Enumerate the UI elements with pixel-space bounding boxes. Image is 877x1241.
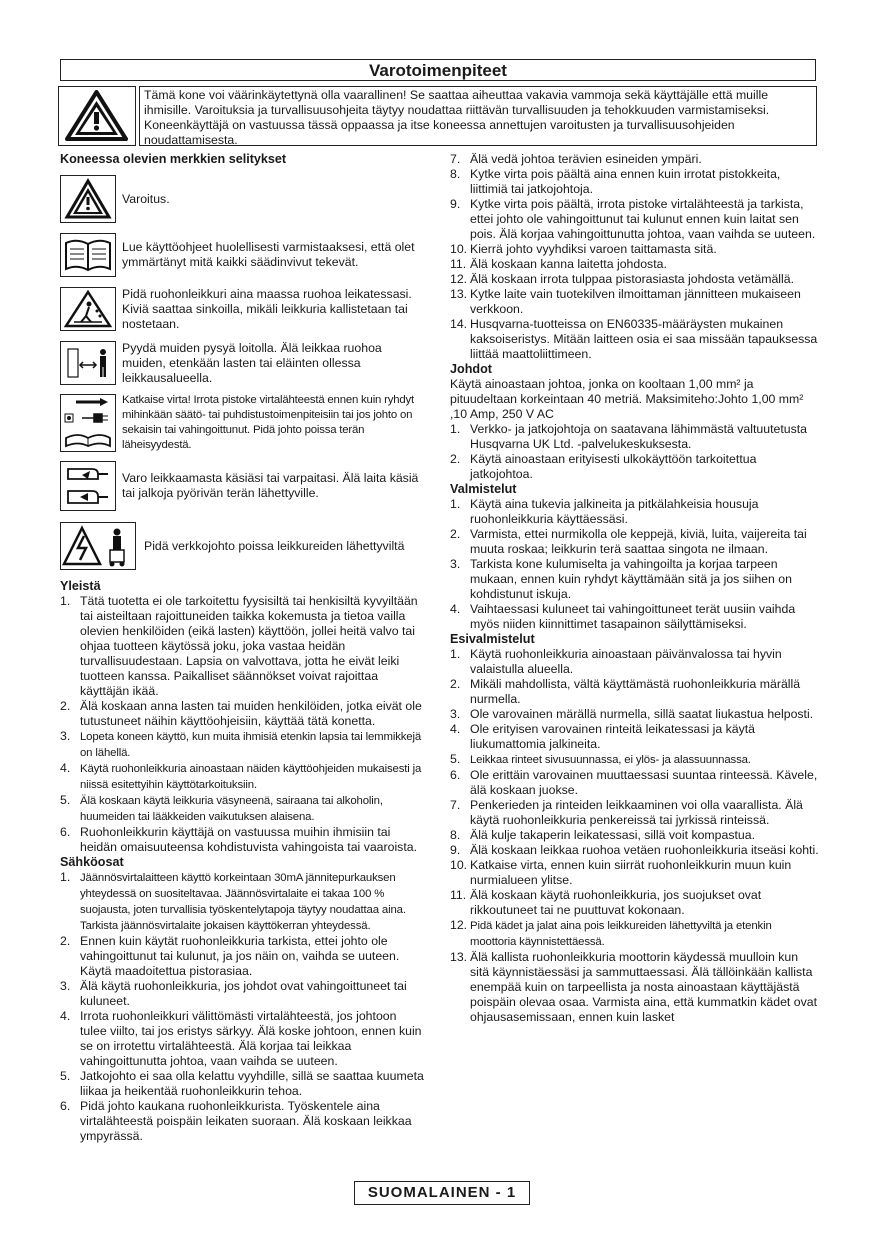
list-item: 7. Älä vedä johtoa terävien esineiden ympäri.: [450, 152, 702, 166]
pre-list: [450, 647, 820, 1025]
list-item: 10. Katkaise virta, ennen kuin siirrät ruohonleikkurin muun kuin nurmialueen ylitse.: [450, 858, 792, 887]
symbol-row: [60, 285, 425, 333]
list-item: 11. Älä koskaan käytä ruohonleikkuria, jos suojukset ovat rikkoutuneet tai ne puuttuvat kokonaan.: [450, 888, 762, 917]
list-item: 9. Kytke virta pois päältä, irrota pistoke virtalähteestä ja tarkista, ettei johto ole vahingoittunut tai kulunut ennen kuin laitat sen pois. Älä korjaa vahingoittunutta johtoa, vaan vaihda se uuteen.: [450, 197, 816, 241]
list-item: 6. Ole erittäin varovainen muuttaessasi suuntaa rinteessä. Kävele, älä koskaan juokse.: [450, 768, 818, 797]
list-item: 11. Älä koskaan kanna laitetta johdosta.: [450, 257, 667, 271]
list-item: 2. Käytä ainoastaan erityisesti ulkokäyttöön tarkoitettua jatkojohtoa.: [450, 452, 757, 481]
list-item: 10. Kierrä johto vyyhdiksi varoen taittamasta sitä.: [450, 242, 717, 256]
cords-heading: Johdot: [450, 362, 492, 376]
electrical-list: [60, 870, 425, 1144]
left-column: [60, 152, 425, 1144]
pre-heading: Esivalmistelut: [450, 632, 535, 646]
prep-list: [450, 497, 820, 632]
list-item: 5. Leikkaa rinteet sivusuunnassa, ei ylös- ja alassuunnassa.: [450, 752, 751, 766]
list-item: 4. Irrota ruohonleikkuri välittömästi virtalähteestä, jos johtoon tulee viilto, tai jos eristys särkyy. Älä koske johtoon, ennen kuin se on irrotettu virtalähteestä. Älä korjaa tai leikkaa vahingoittunutta johtoa, vaan vaihda se uuteen.: [60, 1009, 422, 1068]
list-item: 2. Varmista, ettei nurmikolla ole keppejä, kiviä, luita, vaijereita tai muuta roskaa; leikkurin terä saattaa singota ne ilmaan.: [450, 527, 807, 556]
list-item: 4. Ole erityisen varovainen rinteitä leikatessasi ja käytä liukumattomia jalkineita.: [450, 722, 756, 751]
blade-hazard-icon: [60, 461, 116, 511]
electric-cable-icon: [60, 522, 136, 570]
symbol-row: [60, 339, 425, 387]
symbol-row: [60, 393, 425, 453]
list-item: 1. Verkko- ja jatkojohtoja on saatavana lähimmästä valtuutetusta Husqvarna UK Ltd. -palvelukeskuksesta.: [450, 422, 807, 451]
page-title: Varotoimenpiteet: [60, 59, 816, 81]
list-item: 13. Kytke laite vain tuotekilven ilmoittaman jännitteen mukaiseen verkkoon.: [450, 287, 801, 316]
list-item: 3. Lopeta koneen käyttö, kun muita ihmisiä etenkin lapsia tai lemmikkejä on lähellä.: [60, 729, 422, 759]
list-item: 5. Jatkojohto ei saa olla kelattu vyyhdille, sillä se saattaa kuumeta liikaa ja heikentää ruohonleikkurin tehoa.: [60, 1069, 424, 1098]
list-item: 5. Älä koskaan käytä leikkuria väsyneenä, sairaana tai alkoholin, huumeiden tai lääkkeiden vaikutuksen alaisena.: [60, 793, 383, 823]
warning-triangle-icon: [58, 86, 136, 146]
list-item: 12. Älä koskaan irrota tulppaa pistorasiasta johdosta vetämällä.: [450, 272, 795, 286]
manual-book-icon: [60, 233, 116, 277]
list-item: 1. Jäännösvirtalaitteen käyttö korkeintaan 30mA jännitepurkauksen yhteydessä on suositeltavaa. Jäännösvirtalaite ei takaa 100 % suojausta, joten turvallisia työskentelytapoja täytyy noudattaa aina. Tarkista jäännösvirtalaite jokaisen käyttökerran yhteydessä.: [60, 870, 406, 932]
symbol-row: [60, 519, 425, 573]
list-item: 6. Pidä johto kaukana ruohonleikkurista. Työskentele aina virtalähteestä poispäin leikaten suoraan. Älä koskaan leikkaa ympyrässä.: [60, 1099, 412, 1143]
list-item: 2. Mikäli mahdollista, vältä käyttämästä ruohonleikkuria märällä nurmella.: [450, 677, 801, 706]
list-item: 3. Älä käytä ruohonleikkuria, jos johdot ovat vahingoittuneet tai kuluneet.: [60, 979, 407, 1008]
list-item: 8. Kytke virta pois päältä aina ennen kuin irrotat pistokkeita, liittimiä tai jatkojohtoja.: [450, 167, 781, 196]
electrical-heading: Sähköosat: [60, 855, 124, 869]
electrical-list-continued: [450, 152, 820, 362]
right-column: [450, 152, 820, 1025]
list-item: 1. Tätä tuotetta ei ole tarkoitettu fyysisiltä tai henkisiltä kyvyiltään tai aisteiltaan rajoittuneiden taikka kokemusta ja tietoa vailla olevien henkilöiden (eikä lasten) käyttöön, jollei heitä valvo tai ohjaa tuotteen käytössä joku, joka vastaa heidän turvallisuudestaan. Lapsia on valvottava, jotta he eivät leiki tuotteen kanssa. Paikalliset säännökset voivat rajoittaa käyttäjän ikää.: [60, 594, 418, 698]
list-item: 8. Älä kulje takaperin leikatessasi, sillä voit kompastua.: [450, 828, 756, 842]
page-footer: SUOMALAINEN - 1: [354, 1181, 530, 1205]
thrown-object-icon: [60, 287, 116, 331]
symbol-text: Varo leikkaamasta käsiäsi tai varpaitasi. Älä laita käsiä tai jalkoja pyörivän terän lähettyville.: [122, 471, 419, 500]
symbol-text: Varoitus.: [122, 191, 170, 206]
symbol-row: [60, 459, 425, 513]
list-item: 7. Penkerieden ja rinteiden leikkaaminen voi olla vaarallista. Älä käytä ruohonleikkuria penkereissä tai jyrkissä rinteissä.: [450, 798, 803, 827]
symbol-row: [60, 173, 425, 225]
symbol-text: Lue käyttöohjeet huolellisesti varmistaaksesi, että olet ymmärtänyt mitä kaikki säädinvivut tekevät.: [122, 240, 415, 269]
intro-warning: Tämä kone voi väärinkäytettynä olla vaarallinen! Se saattaa aiheuttaa vakavia vammoja sekä käyttäjälle että muille ihmisille. Varoituksia ja turvallisuusohjeita täytyy noudattaa riittävän turvallisuuden ja tehokkuuden varmistamiseksi. Koneenkäyttäjä on vastuussa tässä oppaassa ja itse koneessa annettujen varoitusten ja turvallisuusohjeiden noudattamisesta.: [139, 86, 817, 146]
list-item: 1. Käytä ruohonleikkuria ainoastaan päivänvalossa tai hyvin valaistulla alueella.: [450, 647, 782, 676]
list-item: 12. Pidä kädet ja jalat aina pois leikkureiden lähettyviltä ja etenkin moottoria käynnistettäessä.: [450, 918, 772, 948]
list-item: 3. Ole varovainen märällä nurmella, sillä saatat liukastua helposti.: [450, 707, 814, 721]
symbol-row: [60, 231, 425, 279]
symbol-text: Pidä ruohonleikkuri aina maassa ruohoa leikatessasi. Kiviä saattaa sinkoilla, mikäli leikkuria kallistetaan tai nostetaan.: [122, 286, 412, 331]
cords-list: [450, 422, 820, 482]
list-item: 1. Käytä aina tukevia jalkineita ja pitkälahkeisia housuja ruohonleikkuria käyttäessäsi.: [450, 497, 759, 526]
list-item: 6. Ruohonleikkurin käyttäjä on vastuussa muihin ihmisiin tai heidän omaisuuteensa kohdistuvista vahingoista tai vaaroista.: [60, 825, 418, 854]
symbol-text: Pyydä muiden pysyä loitolla. Älä leikkaa ruohoa muiden, etenkään lasten tai eläinten ollessa leikkausalueella.: [122, 340, 382, 385]
keep-distance-icon: [60, 341, 116, 385]
general-list: [60, 594, 425, 855]
list-item: 2. Ennen kuin käytät ruohonleikkuria tarkista, ettei johto ole vahingoittunut tai kulunut, ja jos näin on, vaihda se uuteen. Käytä maadoitettua pistorasiaa.: [60, 934, 400, 978]
list-item: 3. Tarkista kone kulumiselta ja vahingoilta ja korjaa tarpeen mukaan, ennen kuin ryhdyt käyttämään sitä ja jos siihen on kohdistunut iskuja.: [450, 557, 792, 601]
list-item: 13. Älä kallista ruohonleikkuria moottorin käydessä muulloin kun sitä käynnistäessäsi ja sammuttaessasi. Älä tällöinkään kallista enempää kuin on tarpeellista ja nosta ainoastaan käyttäjästä poispäin olevaa osaa. Varmista aina, että kummatkin kädet ovat ohjausasemissaan, ennen kuin lasket: [450, 950, 818, 1024]
warning-triangle-icon: [60, 175, 116, 223]
general-heading: Yleistä: [60, 579, 101, 593]
symbol-text: Katkaise virta! Irrota pistoke virtalähteestä ennen kuin ryhdyt mihinkään säätö- tai puhdistustoimenpiteisiin tai jos johto on sekaisin tai vahingoittunut. Pidä johto poissa terän läheisyydestä.: [122, 394, 414, 451]
list-item: 4. Käytä ruohonleikkuria ainoastaan näiden käyttöohjeiden mukaisesti ja niissä esitettyihin käyttötarkoituksiin.: [60, 761, 422, 791]
unplug-icon: [60, 394, 116, 452]
prep-heading: Valmistelut: [450, 482, 517, 496]
symbol-text: Pidä verkkojohto poissa leikkureiden lähettyviltä: [144, 538, 405, 553]
cords-text: Käytä ainoastaan johtoa, jonka on kooltaan 1,00 mm² ja pituudeltaan korkeintaan 40 metriä. Maksimiteho:Johto 1,00 mm² ,10 Amp, 250 V AC: [450, 377, 804, 421]
symbols-heading: Koneessa olevien merkkien selitykset: [60, 152, 287, 166]
list-item: 14. Husqvarna-tuotteissa on EN60335-määräysten mukainen kaksoiseristys. Mitään laitteen osia ei saa missään tapauksessa liittää maattoliittimeen.: [450, 317, 818, 361]
list-item: 9. Älä koskaan leikkaa ruohoa vetäen ruohonleikkuria itseäsi kohti.: [450, 843, 819, 857]
list-item: 4. Vaihtaessasi kuluneet tai vahingoittuneet terät uusiin vaihda myös niiden kiinnittimet tasapainon säilyttämiseksi.: [450, 602, 796, 631]
list-item: 2. Älä koskaan anna lasten tai muiden henkilöiden, jotka eivät ole tutustuneet näihin käyttöohjeisiin, käyttää tätä konetta.: [60, 699, 422, 728]
